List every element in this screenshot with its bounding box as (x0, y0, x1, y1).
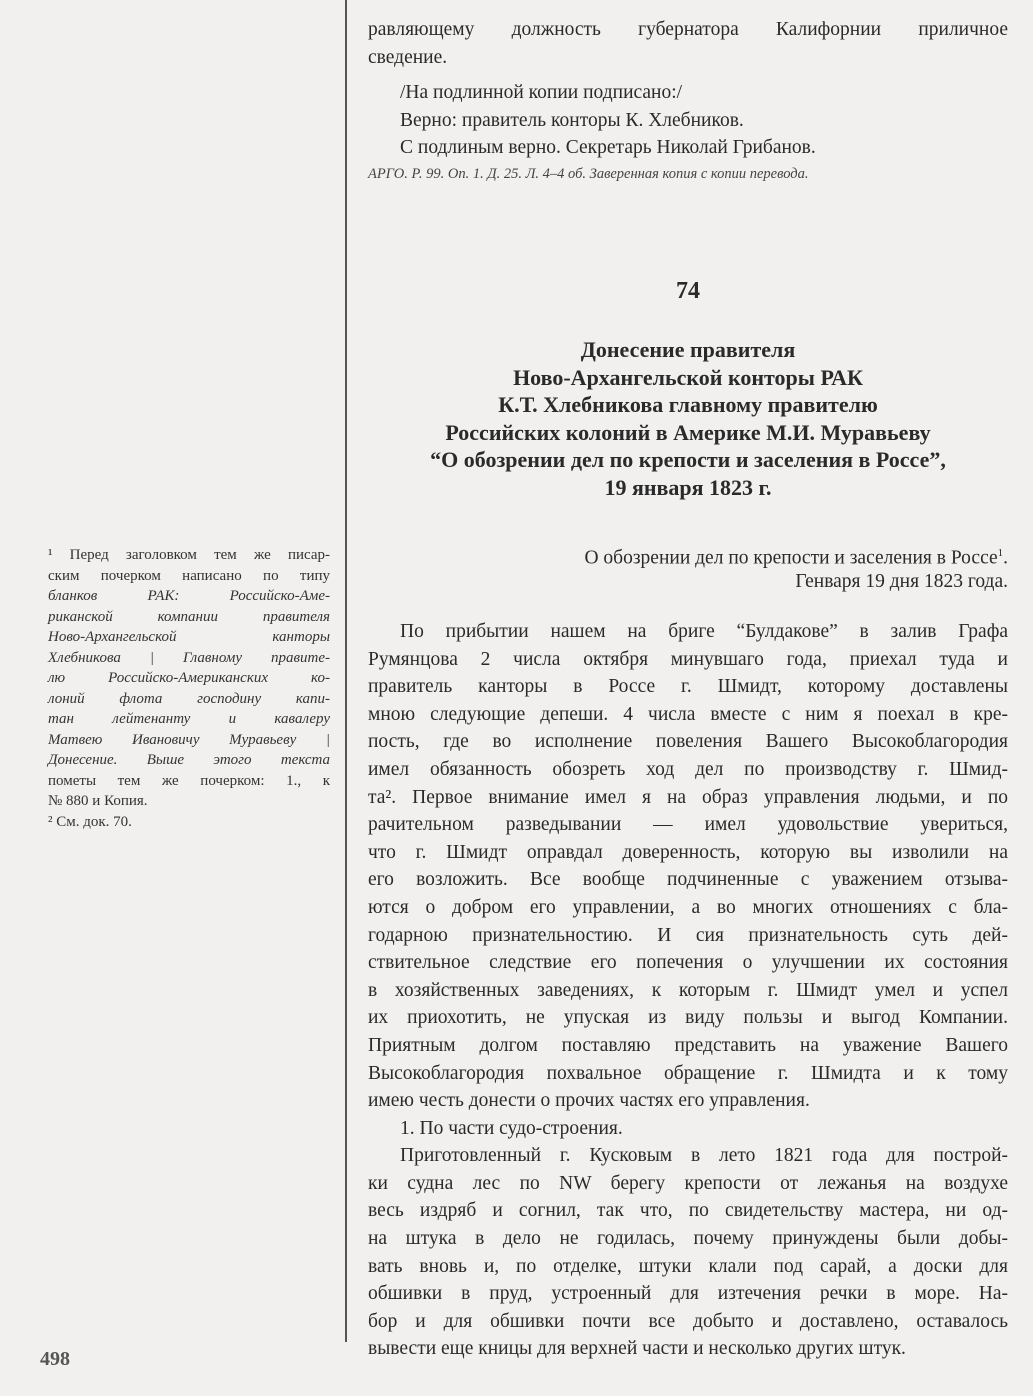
page-number: 498 (40, 1348, 70, 1370)
body-line: По прибытии нашем на бриге “Булдакове” в залив Графа (400, 621, 1008, 642)
footnote-1-line: Матвею Ивановичу Муравьеву | (48, 731, 330, 748)
body-line: имел обязанность обозреть ход дел по производству г. Шмид- (368, 758, 1008, 780)
signature-line: /На подлинной копии подписано:/ (400, 82, 683, 104)
document-number: 74 (676, 278, 700, 304)
document-title (368, 336, 1008, 501)
body-line: Приятным долгом поставляю представить на уважение Вашего (368, 1034, 1008, 1056)
body-line: что г. Шмидт оправдал доверенность, которую вы изволили на (368, 841, 1008, 863)
body-line: Румянцова 2 числа октября минувшаго года, приехал туда и (368, 648, 1008, 670)
heading-period: . (1003, 547, 1008, 569)
body-line: ки судна лес по NW берегу крепости от лежанья на воздухе (368, 1172, 1008, 1194)
letter-body (368, 618, 1008, 1363)
body-line: имею честь донести о прочих частях его управления. (368, 1090, 810, 1112)
footnote-1-line: риканской компании правителя (48, 608, 330, 625)
title-line: “О обозрении дел по крепости и заселения в Россе”, (430, 447, 946, 472)
signature-line: С подлиным верно. Секретарь Николай Грибанов. (400, 137, 816, 159)
footnote-1-line: Донесение. Выше этого текста (48, 752, 330, 768)
body-line: его возложить. Все вообще подчиненные с уважением отзыва- (368, 869, 1008, 891)
body-line: мною следующие депеши. 4 числа вместе с ним я поехал в кре- (368, 703, 1008, 725)
body-line: ствительное следствие его попечения о улучшении их состояния (368, 952, 1008, 974)
body-line: их приохотить, не упуская из виду пользы и выгод Компании. (368, 1007, 1008, 1029)
body-line: ются о добром его управлении, а во многих отношениях с бла- (368, 896, 1008, 918)
body-line: Приготовленный г. Кусковым в лето 1821 года для построй- (400, 1145, 1008, 1167)
footnote-1-line: № 880 и Копия. (48, 793, 148, 809)
heading-date: Генваря 19 дня 1823 года. (795, 570, 1008, 592)
footnote-1-line: пометы тем же почерком: 1., к (48, 772, 330, 789)
footnote-1-line: Ново-Архангельской канторы (48, 629, 330, 645)
body-line: вать вновь и, по отделке, штуки клали под сарай, а доски для (368, 1255, 1008, 1277)
body-line: правитель канторы в Россе г. Шмидт, которому доставлены (368, 676, 1008, 698)
title-line: Донесение правителя (580, 337, 796, 362)
text-line: равляющему должность губернатора Калифорнии приличное (368, 19, 1008, 40)
title-line: 19 января 1823 г. (604, 474, 772, 500)
heading-text: О обозрении дел по крепости и заселения в Россе (584, 547, 998, 569)
body-line: бор и для обшивки почти все добыто и доставлено, оставалось (368, 1310, 1008, 1332)
body-line: пость, где во исполнение повеления Вашего Высокоблагородия (368, 731, 1008, 753)
body-line: рачительном разведывании — имел удовольствие увериться, (368, 814, 1008, 836)
text-line: сведение. (368, 46, 448, 68)
heading-line (368, 540, 1008, 568)
footnote-1-line: ским почерком написано по типу (48, 567, 330, 584)
footnotes (48, 545, 330, 832)
column-divider (345, 0, 347, 1342)
title-line: К.Т. Хлебникова главному правителю (498, 392, 878, 417)
footnote-1-line: ¹ Перед заголовком тем же писар- (48, 547, 330, 563)
body-line: в хозяйственных заведениях, к которым г. Шмидт умел и успел (368, 979, 1008, 1001)
footnote-2: ² См. док. 70. (48, 813, 132, 830)
footnote-1-line: бланков РАК: Российско-Аме- (48, 588, 330, 604)
footnote-ref: 1 (997, 547, 1004, 559)
body-line: 1. По части судо-строения. (400, 1117, 623, 1139)
archive-source: АРГО. Р. 99. Оп. 1. Д. 25. Л. 4–4 об. Заверенная копия с копии перевода. (368, 165, 809, 182)
body-line: вывести еще кницы для верхней части и несколько других штук. (368, 1338, 906, 1360)
title-line: Российских колоний в Америке М.И. Муравьеву (445, 419, 931, 445)
footnote-1-line: лю Российско-Американских ко- (48, 670, 330, 686)
body-line: весь издряб и согнил, так что, по свидетельству мастера, ни од- (368, 1200, 1008, 1222)
letter-heading (368, 540, 1008, 595)
body-line: на штука в дело не годилась, почему принуждены были добы- (368, 1228, 1008, 1250)
body-line: Высокоблагородия похвальное обращение г. Шмидта и к тому (368, 1062, 1008, 1084)
signature-line: Верно: правитель конторы К. Хлебников. (400, 109, 744, 131)
title-line: Ново-Архангельской конторы РАК (513, 364, 863, 390)
footnote-1-line: лоний флота господину капи- (48, 690, 330, 707)
body-line: та². Первое внимание имел я на образ управления людьми, и по (368, 786, 1008, 808)
body-line: годарною признательностию. И сия признательность суть дей- (368, 924, 1008, 946)
body-line: обшивки в пруд, устроенный для изтечения речки в море. На- (368, 1283, 1008, 1305)
top-continuation (368, 16, 1008, 183)
footnote-1-line: тан лейтенанту и кавалеру (48, 711, 330, 727)
footnote-1-line: Хлебникова | Главному правите- (48, 649, 330, 666)
